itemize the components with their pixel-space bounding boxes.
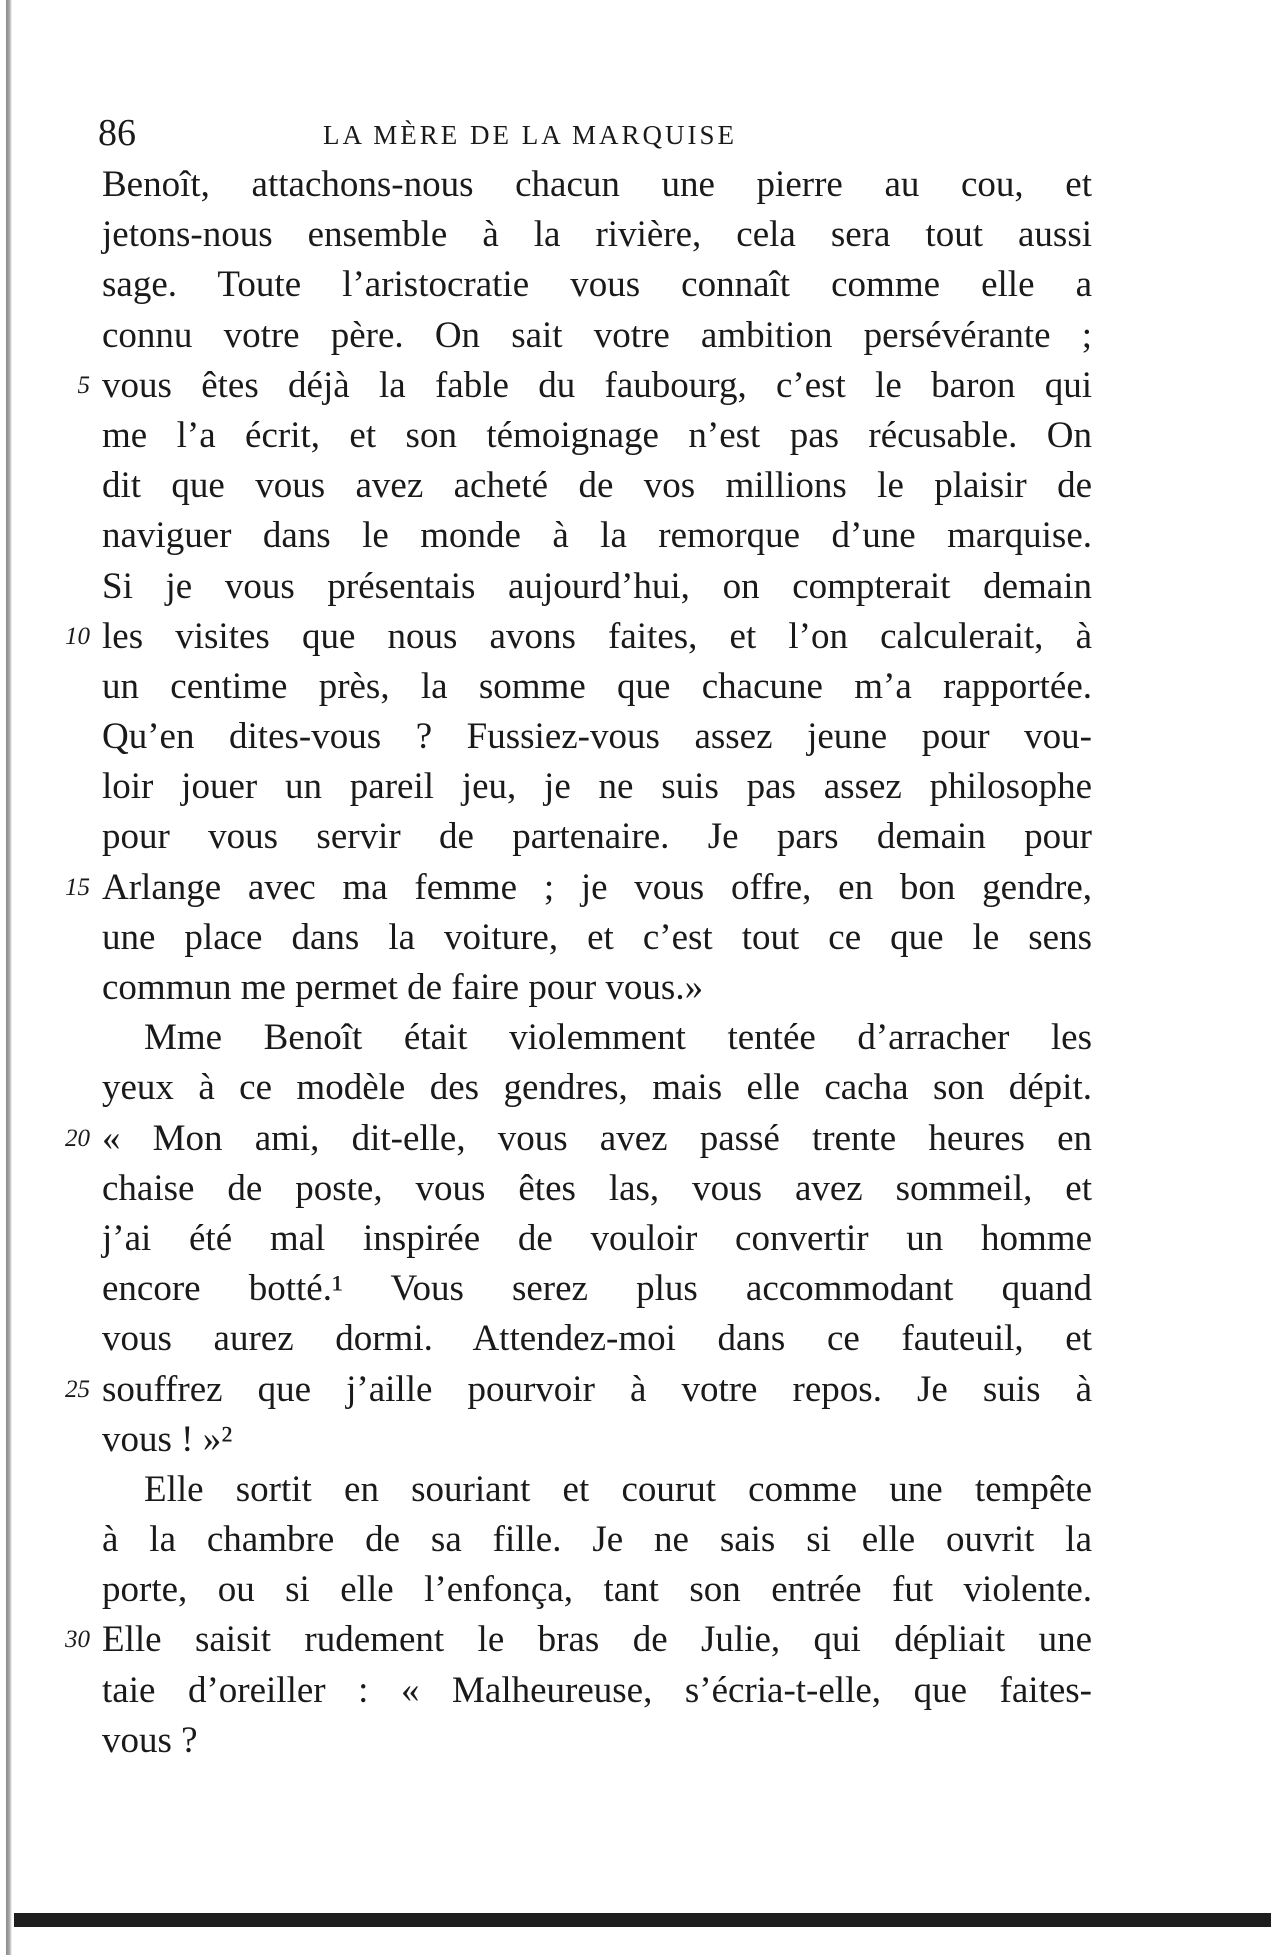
text-line (102, 762, 1092, 812)
line-text: chaise de poste, vous êtes las, vous avez sommeil, et (102, 1167, 1092, 1209)
text-line (102, 461, 1092, 511)
text-line (102, 1565, 1092, 1615)
line-text: porte, ou si elle l’enfonça, tant son entrée fut violente. (102, 1569, 1092, 1611)
text-line (102, 1164, 1092, 1214)
text-line (102, 562, 1092, 612)
line-text: yeux à ce modèle des gendres, mais elle cacha son dépit. (102, 1067, 1092, 1109)
text-line (102, 210, 1092, 260)
text-line (102, 311, 1092, 361)
line-text: Qu’en dites-vous ? Fussiez-vous assez jeune pour vou- (102, 716, 1092, 758)
line-text: jetons-nous ensemble à la rivière, cela sera tout aussi (102, 214, 1092, 256)
line-number: 20 (65, 1124, 90, 1152)
bottom-rule (14, 1913, 1271, 1927)
line-text: un centime près, la somme que chacune m’a rapportée. (102, 665, 1092, 707)
text-line (102, 1214, 1092, 1264)
line-text: sage. Toute l’aristocratie vous connaît comme elle a (102, 264, 1092, 306)
page-header (98, 108, 1088, 158)
line-text: Mme Benoît était violemment tentée d’arracher les (144, 1017, 1092, 1059)
line-number: 10 (65, 622, 90, 650)
line-text: vous ? (102, 1719, 198, 1761)
text-line (65, 612, 1092, 662)
text-line (102, 511, 1092, 561)
line-text: les visites que nous avons faites, et l’on calculerait, à (102, 615, 1092, 657)
text-line (102, 1465, 1092, 1515)
text-line (102, 260, 1092, 310)
text-line (77, 361, 1092, 411)
text-line (102, 913, 1092, 963)
text-line (102, 1314, 1092, 1364)
text-line (65, 1615, 1092, 1665)
line-text: vous ! »² (102, 1418, 233, 1460)
line-text: encore botté.¹ Vous serez plus accommodant quand (102, 1268, 1092, 1310)
line-text: à la chambre de sa fille. Je ne sais si elle ouvrit la (102, 1519, 1092, 1561)
body-text (65, 160, 1092, 1766)
text-line (102, 1716, 1092, 1766)
text-line (102, 1013, 1092, 1063)
line-text: souffrez que j’aille pourvoir à votre repos. Je suis à (102, 1368, 1092, 1410)
line-text: dit que vous avez acheté de vos millions le plaisir de (102, 465, 1092, 507)
line-text: « Mon ami, dit-elle, vous avez passé trente heures en (102, 1117, 1092, 1159)
text-line (102, 662, 1092, 712)
line-text: commun me permet de faire pour vous.» (102, 967, 704, 1008)
page-number: 86 (98, 112, 136, 154)
line-text: connu votre père. On sait votre ambition persévérante ; (102, 314, 1092, 356)
text-line (102, 1666, 1092, 1716)
line-number: 5 (77, 371, 90, 399)
line-number: 30 (65, 1626, 90, 1654)
text-line (102, 1515, 1092, 1565)
text-line (102, 963, 1092, 1013)
text-line (65, 1365, 1092, 1415)
text-line (102, 712, 1092, 762)
line-text: vous aurez dormi. Attendez-moi dans ce fauteuil, et (102, 1318, 1092, 1360)
line-text: Benoît, attachons-nous chacun une pierre au cou, et (102, 164, 1092, 205)
text-line (102, 411, 1092, 461)
line-text: vous êtes déjà la fable du faubourg, c’est le baron qui (102, 364, 1092, 406)
text-line (65, 863, 1092, 913)
line-number: 25 (65, 1375, 90, 1403)
line-text: taie d’oreiller : « Malheureuse, s’écria-t-elle, que faites- (102, 1669, 1092, 1711)
text-line (102, 1063, 1092, 1113)
text-line (102, 1264, 1092, 1314)
text-line (102, 160, 1092, 210)
line-text: Arlange avec ma femme ; je vous offre, en bon gendre, (102, 866, 1092, 908)
line-text: me l’a écrit, et son témoignage n’est pas récusable. On (102, 414, 1092, 456)
page-edge-shadow (6, 0, 12, 1955)
line-text: loir jouer un pareil jeu, je ne suis pas assez philosophe (102, 766, 1092, 808)
line-text: une place dans la voiture, et c’est tout ce que le sens (102, 916, 1092, 958)
line-text: Elle saisit rudement le bras de Julie, qui dépliait une (102, 1619, 1092, 1661)
line-text: j’ai été mal inspirée de vouloir convertir un homme (102, 1217, 1092, 1259)
text-line (102, 812, 1092, 862)
line-text: Elle sortit en souriant et courut comme une tempête (144, 1468, 1092, 1510)
text-line (65, 1114, 1092, 1164)
line-text: pour vous servir de partenaire. Je pars demain pour (102, 816, 1092, 858)
line-text: Si je vous présentais aujourd’hui, on compterait demain (102, 565, 1092, 607)
line-number: 15 (65, 873, 90, 901)
line-text: naviguer dans le monde à la remorque d’une marquise. (102, 515, 1092, 557)
running-title: LA MÈRE DE LA MARQUISE (323, 120, 738, 150)
text-line (102, 1415, 1092, 1465)
